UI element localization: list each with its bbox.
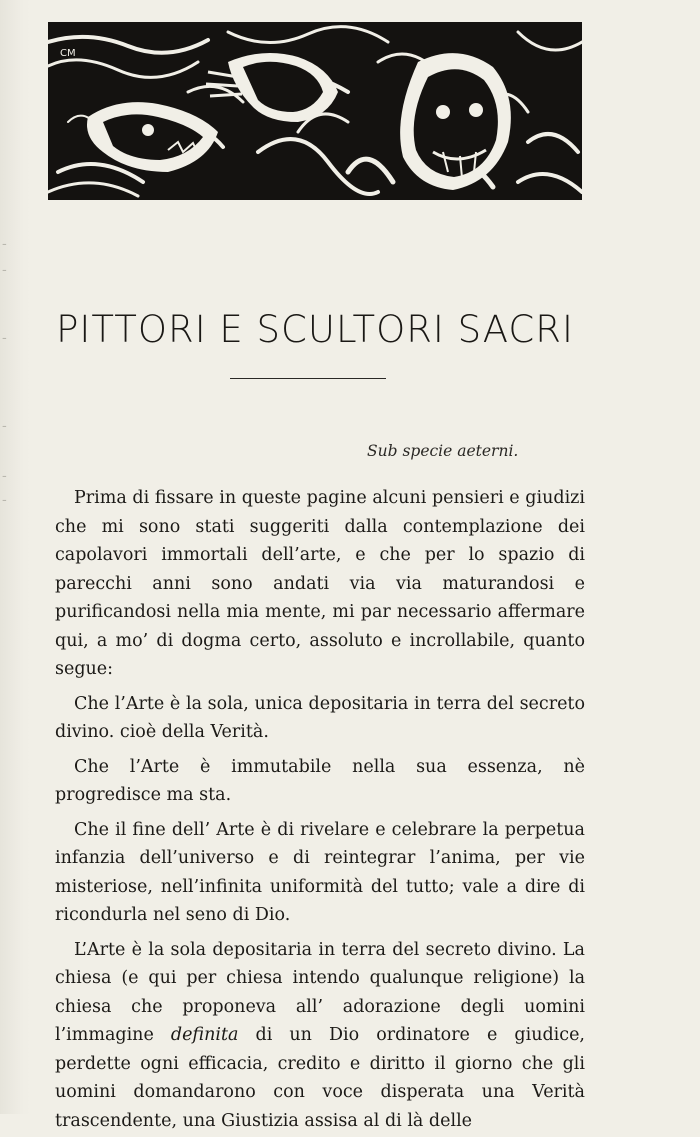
body-text — [55, 484, 585, 1137]
paragraph: Che l’Arte è la sola, unica depositaria in terra del secreto divino. cioè della Verità. — [55, 693, 585, 742]
facing-page-bleed: - - - - - - — [0, 0, 30, 1114]
page-title: PITTORI E SCULTORI SACRI — [56, 308, 574, 351]
artist-monogram: CM — [60, 48, 76, 59]
emphasized-word: definita — [170, 1025, 239, 1045]
title-divider — [230, 378, 386, 379]
dragon-head-figure — [87, 102, 218, 172]
devil-face-figure — [400, 53, 511, 190]
woodcut-header-illustration — [48, 22, 582, 200]
paragraph: Che l’Arte è immutabile nella sua essenza, nè progredisce ma sta. — [55, 756, 585, 805]
paragraph-text: di un Dio ordinatore e giudice, perdette ogni efficacia, credito e diritto il giorno che gli uomini domandarono con voce disperata una Verità trascendente, una Giustizia assisa al di là delle — [55, 1025, 585, 1131]
paragraph: Che il fine dell’ Arte è di rivelare e celebrare la perpetua infanzia dell’universo e di reintegrar l’anima, per vie misteriose, nell’infinita uniformità del tutto; vale a dire di ricondurla nel seno di Dio. — [55, 819, 585, 925]
clawed-hand-figure — [206, 53, 338, 122]
epigraph: Sub specie aeterni. — [367, 442, 519, 460]
paragraph-text: L’Arte è la sola depositaria in terra del secreto divino. La chiesa (e qui per chiesa intendo qualunque religione) la chiesa che proponeva all’ adorazione degli uomini l’immagine — [55, 939, 585, 1045]
paragraph: Prima di fissare in queste pagine alcuni pensieri e giudizi che mi sono stati suggeriti dalla contemplazione dei capolavori immortali dell’arte, e che per lo spazio di parecchi anni sono andati via via maturandosi e purificandosi nella mia mente, mi par necessario affermare qui, a mo’ di dogma certo, assoluto e incrollabile, quanto segue: — [55, 488, 585, 679]
paragraph — [55, 936, 585, 1136]
